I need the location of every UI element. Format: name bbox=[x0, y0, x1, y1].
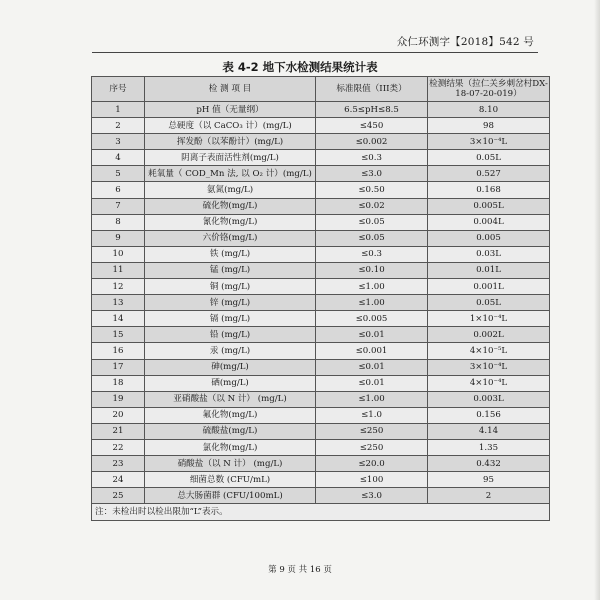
table-row bbox=[92, 182, 550, 198]
table-row bbox=[92, 246, 550, 262]
cell-result: 1.35 bbox=[428, 439, 550, 455]
cell-number: 14 bbox=[92, 311, 145, 327]
table-row bbox=[92, 118, 550, 134]
table-note-row bbox=[92, 504, 550, 521]
cell-item: 硒(mg/L) bbox=[145, 375, 316, 391]
report-reference-number: 众仁环测字【2018】542 号 bbox=[396, 36, 534, 48]
table-row bbox=[92, 439, 550, 455]
cell-number: 17 bbox=[92, 359, 145, 375]
cell-limit: ≤0.01 bbox=[316, 375, 428, 391]
cell-item: 挥发酚（以苯酚计）(mg/L) bbox=[145, 134, 316, 150]
cell-limit: ≤0.3 bbox=[316, 246, 428, 262]
table-row bbox=[92, 327, 550, 343]
column-header-number: 序号 bbox=[92, 77, 145, 102]
cell-item: 总硬度（以 CaCO₃ 计）(mg/L) bbox=[145, 118, 316, 134]
table-row bbox=[92, 230, 550, 246]
table-row bbox=[92, 262, 550, 278]
cell-limit: ≤0.05 bbox=[316, 214, 428, 230]
cell-limit: ≤0.01 bbox=[316, 327, 428, 343]
cell-number: 23 bbox=[92, 456, 145, 472]
table-row bbox=[92, 198, 550, 214]
table-row bbox=[92, 295, 550, 311]
cell-result: 95 bbox=[428, 472, 550, 488]
cell-limit: ≤250 bbox=[316, 439, 428, 455]
cell-number: 9 bbox=[92, 230, 145, 246]
cell-result: 0.004L bbox=[428, 214, 550, 230]
cell-limit: ≤1.00 bbox=[316, 279, 428, 295]
cell-result: 2 bbox=[428, 488, 550, 504]
table-row bbox=[92, 166, 550, 182]
cell-item: 细菌总数 (CFU/mL) bbox=[145, 472, 316, 488]
cell-result: 3×10⁻⁴L bbox=[428, 359, 550, 375]
table-row bbox=[92, 214, 550, 230]
cell-number: 25 bbox=[92, 488, 145, 504]
column-header-result: 检测结果（拉仁关乡刺岔村DX-18-07-20-019） bbox=[428, 77, 550, 102]
cell-result: 0.01L bbox=[428, 262, 550, 278]
cell-number: 11 bbox=[92, 262, 145, 278]
cell-result: 0.432 bbox=[428, 456, 550, 472]
cell-limit: ≤250 bbox=[316, 423, 428, 439]
cell-result: 0.005 bbox=[428, 230, 550, 246]
cell-item: 铅 (mg/L) bbox=[145, 327, 316, 343]
cell-result: 0.003L bbox=[428, 391, 550, 407]
cell-result: 4×10⁻⁴L bbox=[428, 375, 550, 391]
cell-number: 4 bbox=[92, 150, 145, 166]
table-row bbox=[92, 134, 550, 150]
cell-item: 氰化物(mg/L) bbox=[145, 214, 316, 230]
table-header-row bbox=[92, 77, 550, 102]
cell-result: 0.156 bbox=[428, 407, 550, 423]
cell-limit: ≤0.02 bbox=[316, 198, 428, 214]
table-row bbox=[92, 359, 550, 375]
table-row bbox=[92, 472, 550, 488]
page-number: 第 9 页 共 16 页 bbox=[268, 565, 332, 575]
cell-limit: ≤450 bbox=[316, 118, 428, 134]
cell-item: 氯化物(mg/L) bbox=[145, 439, 316, 455]
table-row bbox=[92, 391, 550, 407]
cell-number: 16 bbox=[92, 343, 145, 359]
table-row bbox=[92, 407, 550, 423]
table-row bbox=[92, 423, 550, 439]
cell-item: 氟化物(mg/L) bbox=[145, 407, 316, 423]
cell-item: 阴离子表面活性剂(mg/L) bbox=[145, 150, 316, 166]
table-row bbox=[92, 343, 550, 359]
cell-limit: ≤0.3 bbox=[316, 150, 428, 166]
scan-edge-shadow bbox=[594, 0, 600, 600]
cell-limit: ≤0.001 bbox=[316, 343, 428, 359]
cell-limit: ≤0.002 bbox=[316, 134, 428, 150]
cell-item: 汞 (mg/L) bbox=[145, 343, 316, 359]
cell-item: 铜 (mg/L) bbox=[145, 279, 316, 295]
table-row bbox=[92, 150, 550, 166]
table-row bbox=[92, 375, 550, 391]
cell-result: 1×10⁻⁴L bbox=[428, 311, 550, 327]
cell-item: 耗氧量（ COD_Mn 法, 以 O₂ 计）(mg/L) bbox=[145, 166, 316, 182]
cell-result: 0.001L bbox=[428, 279, 550, 295]
cell-limit: ≤3.0 bbox=[316, 488, 428, 504]
cell-item: 氨氮(mg/L) bbox=[145, 182, 316, 198]
cell-number: 12 bbox=[92, 279, 145, 295]
cell-limit: ≤0.01 bbox=[316, 359, 428, 375]
cell-result: 0.168 bbox=[428, 182, 550, 198]
cell-result: 0.05L bbox=[428, 295, 550, 311]
cell-number: 22 bbox=[92, 439, 145, 455]
cell-number: 10 bbox=[92, 246, 145, 262]
table-row bbox=[92, 311, 550, 327]
cell-item: 六价铬(mg/L) bbox=[145, 230, 316, 246]
cell-limit: ≤100 bbox=[316, 472, 428, 488]
cell-limit: 6.5≤pH≤8.5 bbox=[316, 102, 428, 118]
cell-result: 98 bbox=[428, 118, 550, 134]
column-header-item: 检 测 项 目 bbox=[145, 77, 316, 102]
cell-limit: ≤20.0 bbox=[316, 456, 428, 472]
cell-result: 0.527 bbox=[428, 166, 550, 182]
cell-result: 0.03L bbox=[428, 246, 550, 262]
cell-number: 2 bbox=[92, 118, 145, 134]
cell-limit: ≤1.0 bbox=[316, 407, 428, 423]
cell-limit: ≤0.05 bbox=[316, 230, 428, 246]
cell-number: 5 bbox=[92, 166, 145, 182]
cell-number: 8 bbox=[92, 214, 145, 230]
cell-result: 4×10⁻⁵L bbox=[428, 343, 550, 359]
cell-number: 15 bbox=[92, 327, 145, 343]
cell-item: 硝酸盐（以 N 计） (mg/L) bbox=[145, 456, 316, 472]
cell-number: 19 bbox=[92, 391, 145, 407]
table-row bbox=[92, 279, 550, 295]
cell-limit: ≤3.0 bbox=[316, 166, 428, 182]
cell-limit: ≤1.00 bbox=[316, 295, 428, 311]
table-row bbox=[92, 488, 550, 504]
cell-item: 锌 (mg/L) bbox=[145, 295, 316, 311]
cell-number: 21 bbox=[92, 423, 145, 439]
cell-result: 0.05L bbox=[428, 150, 550, 166]
cell-result: 0.005L bbox=[428, 198, 550, 214]
cell-result: 8.10 bbox=[428, 102, 550, 118]
table-note: 注：未检出时以检出限加“L”表示。 bbox=[92, 504, 550, 521]
cell-number: 3 bbox=[92, 134, 145, 150]
table-title: 表 4-2 地下水检测结果统计表 bbox=[222, 60, 378, 74]
cell-number: 24 bbox=[92, 472, 145, 488]
cell-number: 18 bbox=[92, 375, 145, 391]
cell-item: 亚硝酸盐（以 N 计） (mg/L) bbox=[145, 391, 316, 407]
cell-item: 铁 (mg/L) bbox=[145, 246, 316, 262]
cell-result: 4.14 bbox=[428, 423, 550, 439]
table-row bbox=[92, 456, 550, 472]
cell-number: 7 bbox=[92, 198, 145, 214]
cell-item: 砷(mg/L) bbox=[145, 359, 316, 375]
cell-number: 1 bbox=[92, 102, 145, 118]
cell-item: 锰 (mg/L) bbox=[145, 262, 316, 278]
table-row bbox=[92, 102, 550, 118]
header-divider bbox=[92, 52, 538, 53]
cell-number: 20 bbox=[92, 407, 145, 423]
column-header-limit: 标准限值（III类） bbox=[316, 77, 428, 102]
cell-item: 总大肠菌群 (CFU/100mL) bbox=[145, 488, 316, 504]
cell-result: 0.002L bbox=[428, 327, 550, 343]
cell-item: 镉 (mg/L) bbox=[145, 311, 316, 327]
groundwater-results-table bbox=[91, 76, 550, 521]
cell-limit: ≤0.50 bbox=[316, 182, 428, 198]
cell-result: 3×10⁻⁴L bbox=[428, 134, 550, 150]
cell-item: 硫化物(mg/L) bbox=[145, 198, 316, 214]
cell-number: 6 bbox=[92, 182, 145, 198]
cell-limit: ≤0.10 bbox=[316, 262, 428, 278]
table-body bbox=[92, 102, 550, 504]
cell-limit: ≤0.005 bbox=[316, 311, 428, 327]
cell-item: pH 值（无量纲） bbox=[145, 102, 316, 118]
cell-item: 硫酸盐(mg/L) bbox=[145, 423, 316, 439]
cell-number: 13 bbox=[92, 295, 145, 311]
cell-limit: ≤1.00 bbox=[316, 391, 428, 407]
